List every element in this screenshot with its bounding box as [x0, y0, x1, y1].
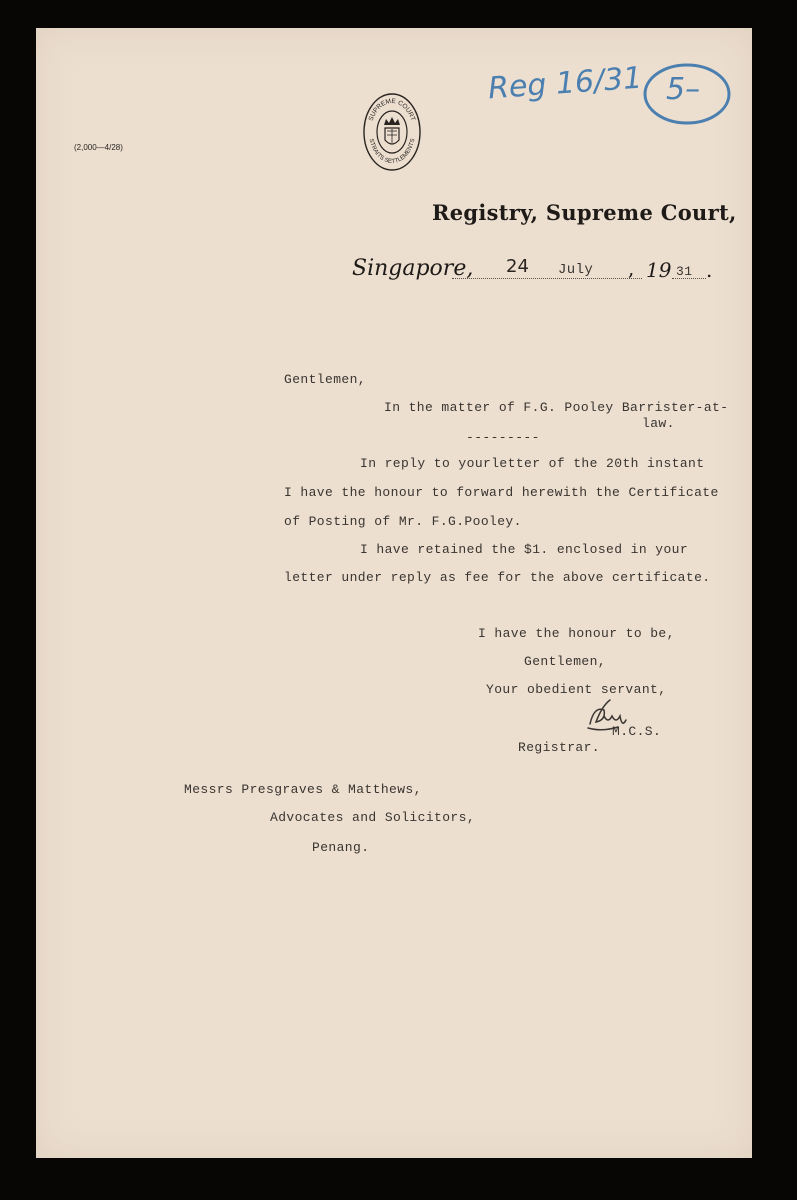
addressee-line: Advocates and Solicitors, — [270, 810, 476, 825]
addressee-name: Messrs Presgraves & Matthews, — [184, 782, 422, 797]
body-line: letter under reply as fee for the above certificate. — [284, 570, 711, 585]
addressee-city: Penang. — [312, 840, 370, 855]
date-day: 24 — [506, 256, 529, 277]
court-seal-emblem — [362, 92, 422, 172]
date-comma: , — [628, 256, 635, 280]
subject-line-continued: law. — [642, 416, 675, 431]
body-line: I have the honour to forward herewith the Certificate — [284, 485, 719, 500]
signature-suffix: M.C.S. — [612, 724, 662, 739]
seal-upper-text: SUPREME COURT — [367, 97, 417, 122]
closing-line: Your obedient servant, — [486, 682, 667, 697]
circled-number: 5– — [666, 72, 701, 107]
seal-lower-text: STRAITS SETTLEMENTS — [367, 138, 417, 166]
date-year-suffix: 31 — [676, 264, 693, 279]
closing-salutation: Gentlemen, — [524, 654, 607, 669]
handwritten-reference: Reg 16/31 — [486, 60, 644, 107]
subject-rule: --------- — [466, 430, 540, 445]
subject-line: In the matter of F.G. Pooley Barrister-at- — [384, 400, 729, 415]
letterhead-office: Registry, Supreme Court, — [432, 200, 737, 225]
signatory-title: Registrar. — [518, 740, 601, 755]
letterhead-place: Singapore, — [352, 256, 474, 281]
body-line: of Posting of Mr. F.G.Pooley. — [284, 514, 522, 529]
date-year-prefix: 19 — [646, 258, 672, 282]
body-line: In reply to yourletter of the 20th instant — [360, 456, 705, 471]
date-month: July — [558, 262, 594, 278]
print-code: (2,000—4/28) — [74, 143, 123, 152]
closing-line: I have the honour to be, — [478, 626, 675, 641]
circled-number-value: 5 — [666, 72, 686, 107]
body-line: I have retained the $1. enclosed in your — [360, 542, 689, 557]
letter-sheet — [36, 28, 752, 1158]
salutation: Gentlemen, — [284, 372, 367, 387]
date-period: . — [706, 258, 713, 282]
